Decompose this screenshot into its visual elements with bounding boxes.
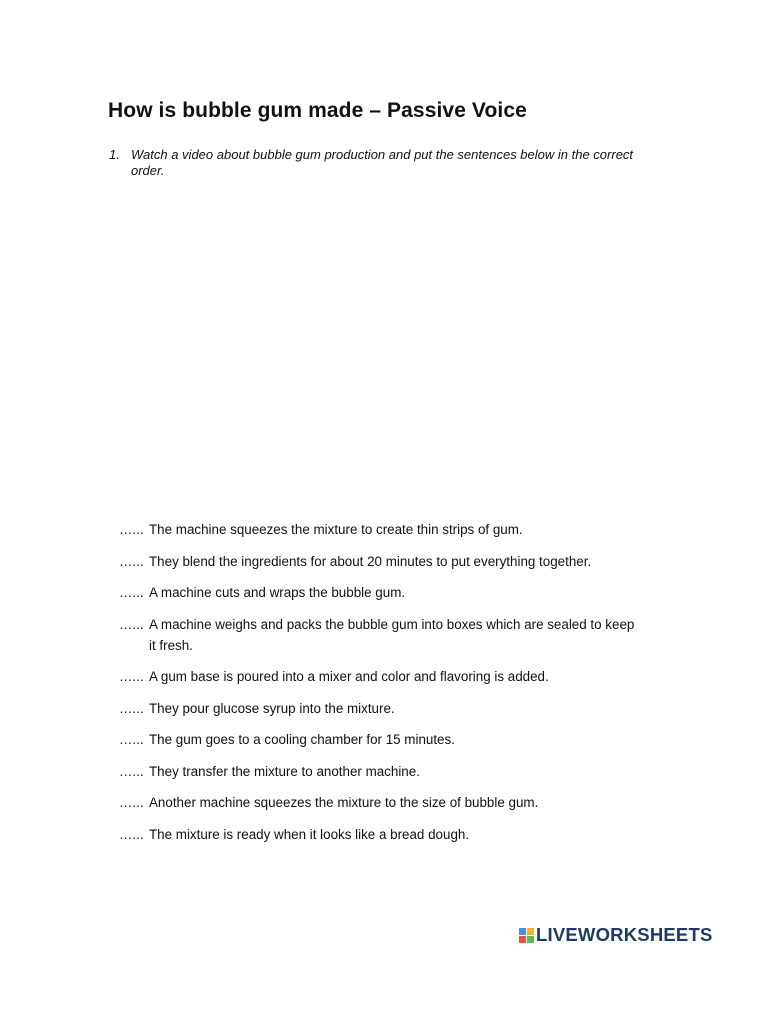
- sentence-list: [119, 519, 639, 855]
- logo-square-red: [519, 936, 526, 943]
- answer-blank[interactable]: …...: [119, 732, 144, 747]
- sentence-item: [119, 614, 639, 656]
- answer-blank[interactable]: …...: [119, 700, 144, 716]
- video-embed-area[interactable]: [108, 190, 660, 500]
- sentence-item: [119, 551, 639, 572]
- sentence-text: They blend the ingredients for about 20 minutes to put everything together.: [149, 553, 592, 569]
- sentence-text: A machine weighs and packs the bubble gum into boxes which are sealed to keep it fresh.: [149, 616, 635, 653]
- answer-blank[interactable]: …...: [119, 795, 144, 810]
- logo-text: LIVEWORKSHEETS: [536, 924, 713, 945]
- sentence-text: The machine squeezes the mixture to create thin strips of gum.: [149, 522, 523, 537]
- answer-blank[interactable]: …...: [119, 585, 144, 600]
- answer-blank[interactable]: …...: [119, 616, 144, 632]
- sentence-text: The gum goes to a cooling chamber for 15 minutes.: [149, 732, 455, 747]
- sentence-item: [119, 792, 639, 813]
- sentence-item: [119, 582, 639, 603]
- logo-square-blue: [519, 928, 526, 935]
- sentence-item: [119, 729, 639, 750]
- answer-blank[interactable]: …...: [119, 669, 144, 684]
- liveworksheets-logo-icon: [519, 928, 534, 943]
- sentence-text: The mixture is ready when it looks like a bread dough.: [149, 826, 470, 842]
- answer-blank[interactable]: …...: [119, 826, 144, 842]
- answer-blank[interactable]: …...: [119, 522, 144, 537]
- logo-square-yellow: [527, 928, 534, 935]
- sentence-item: [119, 761, 639, 782]
- sentence-item: [119, 824, 639, 845]
- answer-blank[interactable]: …...: [119, 763, 144, 779]
- sentence-text: A machine cuts and wraps the bubble gum.: [149, 585, 406, 600]
- sentence-text: Another machine squeezes the mixture to the size of bubble gum.: [149, 795, 539, 810]
- instruction: [109, 147, 649, 179]
- sentence-text: They pour glucose syrup into the mixture.: [149, 700, 395, 716]
- sentence-text: A gum base is poured into a mixer and color and flavoring is added.: [149, 669, 549, 684]
- instruction-text: Watch a video about bubble gum production and put the sentences below in the correct order.: [131, 147, 634, 178]
- sentence-text: They transfer the mixture to another machine.: [149, 763, 420, 779]
- liveworksheets-logo: [519, 925, 713, 945]
- sentence-item: [119, 519, 639, 540]
- answer-blank[interactable]: …...: [119, 553, 144, 569]
- page-title: How is bubble gum made – Passive Voice: [108, 99, 527, 122]
- sentence-item: [119, 698, 639, 719]
- logo-square-green: [527, 936, 534, 943]
- sentence-item: [119, 666, 639, 687]
- instruction-number: 1.: [109, 147, 120, 162]
